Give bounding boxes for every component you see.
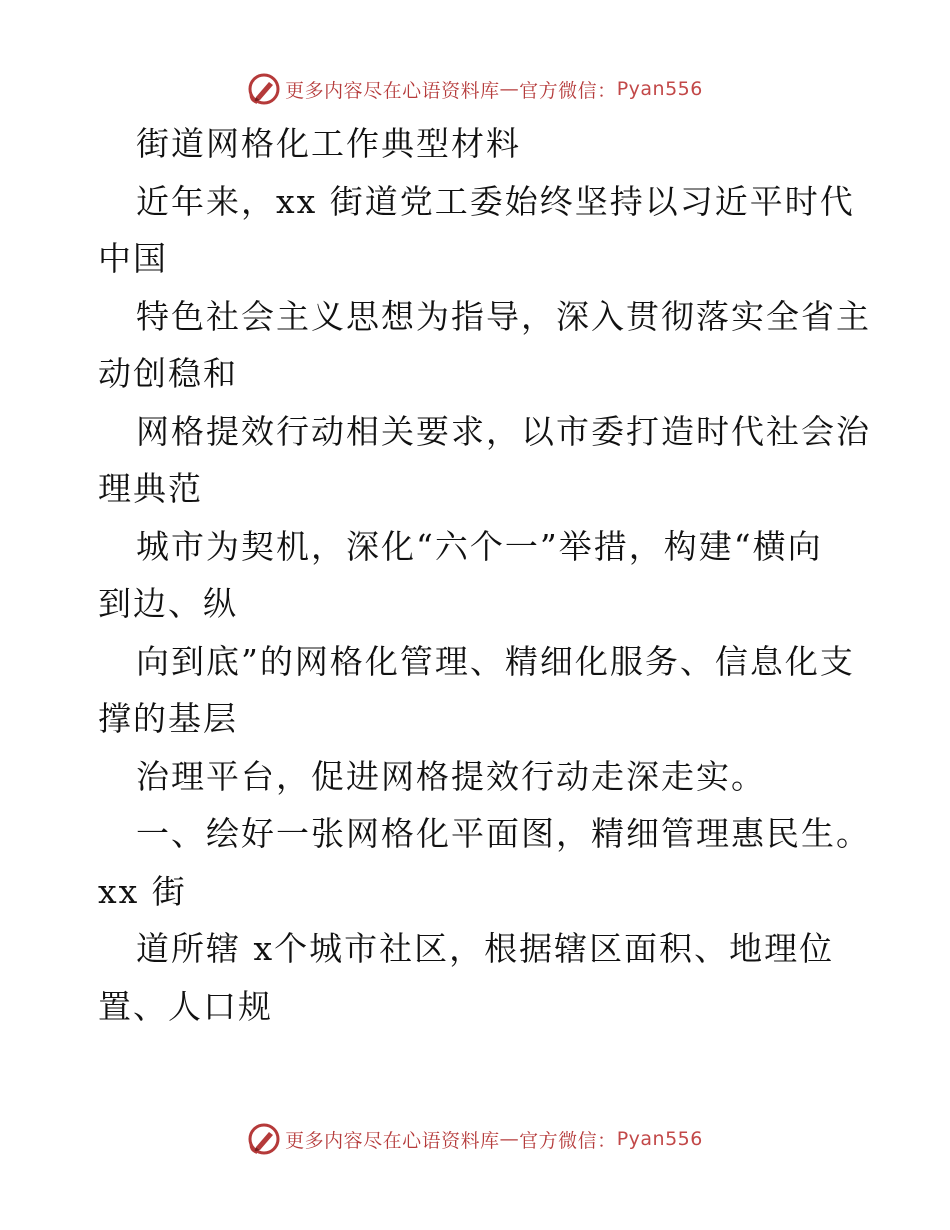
- paragraph-line: 道所辖 x个城市社区，根据辖区面积、地理位: [136, 929, 835, 968]
- footer-banner: [0, 1122, 950, 1156]
- banner-wechat-label: 官方微信：: [519, 1129, 617, 1152]
- paragraph-line: 特色社会主义思想为指导，深入贯彻落实全省主: [136, 297, 871, 336]
- header-banner: [0, 72, 950, 106]
- banner-wechat-label: 官方微信：: [519, 79, 617, 102]
- paragraph-line: 撑的基层: [98, 699, 238, 738]
- banner-brand-text: 更多内容尽在心语资料库: [285, 79, 500, 102]
- paragraph-line: xx 街: [98, 872, 187, 911]
- paragraph-line: 网格提效行动相关要求，以市委打造时代社会治: [136, 412, 871, 451]
- paragraph-line: 中国: [98, 239, 168, 278]
- paragraph-line: 置、人口规: [98, 987, 273, 1026]
- paragraph-line: 治理平台，促进网格提效行动走深走实。: [136, 757, 766, 796]
- paragraph-line: 城市为契机，深化“六个一”举措，构建“横向: [136, 527, 823, 566]
- banner-dash: —: [499, 1128, 520, 1150]
- banner-dash: —: [499, 78, 520, 100]
- paragraph-line: 向到底”的网格化管理、精细化服务、信息化支: [136, 642, 855, 681]
- pen-logo-icon: [247, 72, 281, 106]
- paragraph-line: 到边、纵: [98, 584, 238, 623]
- banner-brand-text: 更多内容尽在心语资料库: [285, 1129, 500, 1152]
- banner-wechat-id: Pyan556: [616, 1128, 703, 1150]
- section-heading-line: 一、绘好一张网格化平面图，精细管理惠民生。: [136, 814, 871, 853]
- paragraph-line: 动创稳和: [98, 354, 238, 393]
- banner-wechat-id: Pyan556: [616, 78, 703, 100]
- paragraph-line: 近年来，xx 街道党工委始终坚持以习近平时代: [136, 182, 855, 221]
- document-title: 街道网格化工作典型材料: [136, 124, 521, 163]
- pen-logo-icon: [247, 1122, 281, 1156]
- paragraph-line: 理典范: [98, 469, 203, 508]
